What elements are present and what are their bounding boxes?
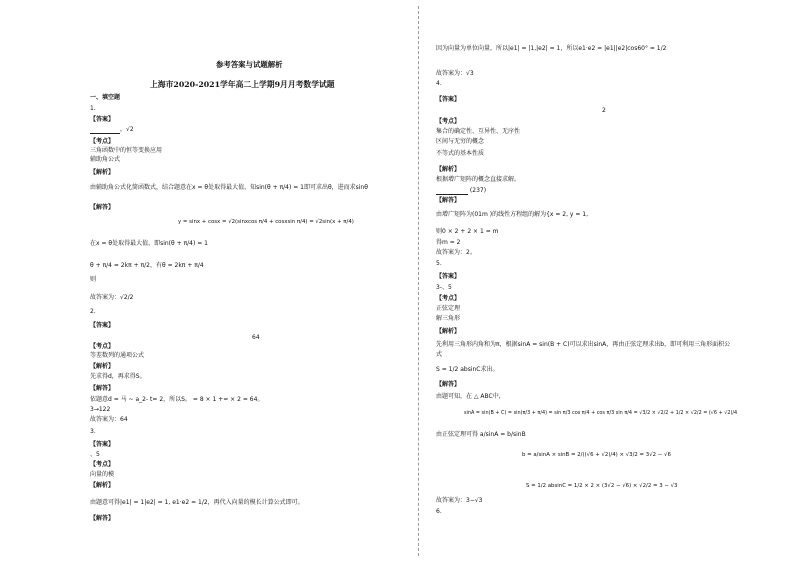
q3-analysis: 由题意可得|e1| = 1|e2| = 1, e1·e2 = 1/2，再代入向量的模长计算公式即可。 (90, 499, 304, 506)
q1-point-1: 三角函数中的恒等变换应用 (90, 147, 163, 154)
q5-point-1: 正弦定理 (436, 305, 461, 312)
section-heading: 一、填空题 (90, 94, 121, 101)
q1-formula: y = sinx + cosx = √2(sinxcos π/4 + cosxsin π/4) = √2sin(x + π/4) (178, 219, 354, 225)
q4-number: 4. (436, 80, 442, 87)
q2-number: 2. (90, 308, 96, 315)
q3-solution-label: 【解答】 (90, 515, 115, 522)
q4-line-2: 则0 × 2 + 2 × 1 = m (436, 228, 499, 235)
q2-point-label: 【考点】 (90, 343, 115, 350)
q4-analysis-extra: (237) (436, 187, 486, 195)
q5-point-label: 【考点】 (436, 295, 461, 302)
q1-analysis-label: 【解析】 (90, 169, 115, 176)
q4-line-3: 得m = 2 (436, 239, 461, 246)
q4-answer: 2 (602, 107, 606, 114)
q2-answer: 64 (252, 334, 260, 341)
q3-number: 3. (90, 428, 96, 435)
answer-blank (90, 128, 120, 134)
q5-analysis-label: 【解析】 (436, 328, 461, 335)
q6-number: 6. (436, 508, 442, 515)
q1-final: 故答案为：√2/2 (90, 294, 134, 301)
q4-answer-label: 【答案】 (436, 96, 461, 103)
q1-point-2: 辅助角公式 (90, 156, 121, 163)
q5-answer: 3-、5 (436, 284, 452, 291)
q5-solution-label: 【解答】 (436, 381, 461, 388)
q5-line-2: 由正弦定理可得 a/sinA = b/sinB (436, 431, 526, 438)
q3-answer-label: 【答案】 (90, 441, 115, 448)
q2-answer-label: 【答案】 (90, 322, 115, 329)
q2-line-2: 3→122 (90, 406, 111, 413)
q4-analysis: 根据增广矩阵的概念直接求解。 (436, 176, 521, 183)
q3-cont-line: 因为向量为单位向量，所以|e1| = |1,|e2| = 1，所以e1·e2 = |e1||e2|cos60° = 1/2 (436, 45, 667, 52)
q5-formula-1: sinA = sin(B + C) = sin(π/3 + π/4) = sin π/3 cos π/4 + cos π/3 sin π/4 = √3/2 × √2/2 + 1/2 × √2/2 = (√6 + √2)/4 (464, 410, 738, 416)
q5-analysis: 先利用三角形内角和为π，根据sinA = sin(B + C)可以求出sinA，再由正弦定理求出b，即可利用三角形面积公 (436, 341, 731, 348)
answer-blank (436, 189, 468, 195)
doc-subtitle: 参考答案与试题解析 (216, 60, 283, 69)
q4-point-label: 【考点】 (436, 118, 461, 125)
q5-line-1: 由题可知，在 △ ABC中， (436, 393, 505, 400)
q4-point-2: 区间与无穷的概念 (436, 138, 485, 145)
q1-answer: ，√2 (90, 126, 134, 134)
q2-analysis: 先求得d，再求得S。 (90, 373, 146, 380)
q1-solution-label: 【解答】 (90, 204, 115, 211)
q4-line-1: 由增广矩阵为(01m )的线性方程组的解为{x = 2, y = 1, (436, 211, 589, 218)
q2-point-1: 等差数列的通项公式 (90, 352, 145, 359)
q5-answer-label: 【答案】 (436, 273, 461, 280)
q5-number: 5. (436, 260, 442, 267)
q5-analysis-cont: 式 (436, 351, 443, 358)
column-divider (418, 6, 419, 556)
q5-analysis-end: S = 1/2 absinC求出。 (436, 366, 499, 373)
q2-line-1: 依题意d = 马 ~ a_2- t= 2，所以S。 = 8 × 1 += × 2 = 64。 (90, 396, 264, 403)
q4-analysis-label: 【解析】 (436, 166, 461, 173)
q2-analysis-label: 【解析】 (90, 363, 115, 370)
q3-answer: 、5 (90, 451, 100, 458)
q5-final: 故答案为：3−√3 (436, 497, 483, 504)
q4-point-3: 不等式的基本性质 (436, 150, 485, 157)
q5-formula-3: S = 1/2 absinC = 1/2 × 2 × (3√2 − √6) × √2/2 = 3 − √3 (526, 483, 678, 489)
q5-formula-2: b = a/sinA × sinB = 2/((√6 + √2)/4) × √3/2 = 3√2 − √6 (522, 452, 671, 458)
q3-point-1: 向量的模 (90, 471, 115, 478)
q3-analysis-label: 【解析】 (90, 482, 115, 489)
q2-final: 故答案为：64 (90, 416, 128, 423)
q1-number: 1. (90, 105, 96, 112)
q5-point-2: 解三角形 (436, 315, 461, 322)
q3-point-label: 【考点】 (90, 461, 115, 468)
q4-solution-label: 【解答】 (436, 197, 461, 204)
q1-line-1: 在x = θ处取得最大值，即sin(θ + π/4) = 1 (90, 240, 208, 247)
q1-line-2: θ + π/4 = 2kπ + π/2，有θ = 2kπ + π/4 (90, 262, 204, 269)
q1-analysis: 由辅助角公式化简函数式，结合题意在x = θ处取得最大值，知sin(θ + π/4) = 1即可求出θ，进而求sinθ (90, 184, 368, 191)
q4-point-1: 集合的确定性、互异性、无序性 (436, 128, 521, 135)
q1-point-label: 【考点】 (90, 138, 115, 145)
doc-title: 上海市2020-2021学年高二上学期9月月考数学试题 (150, 80, 335, 89)
q1-line-3: 则 (90, 276, 97, 283)
q1-answer-label: 【答案】 (90, 116, 115, 123)
q4-final: 故答案为：2。 (436, 249, 476, 256)
q3-final: 故答案为：√3 (436, 70, 474, 77)
q2-solution-label: 【解答】 (90, 385, 115, 392)
